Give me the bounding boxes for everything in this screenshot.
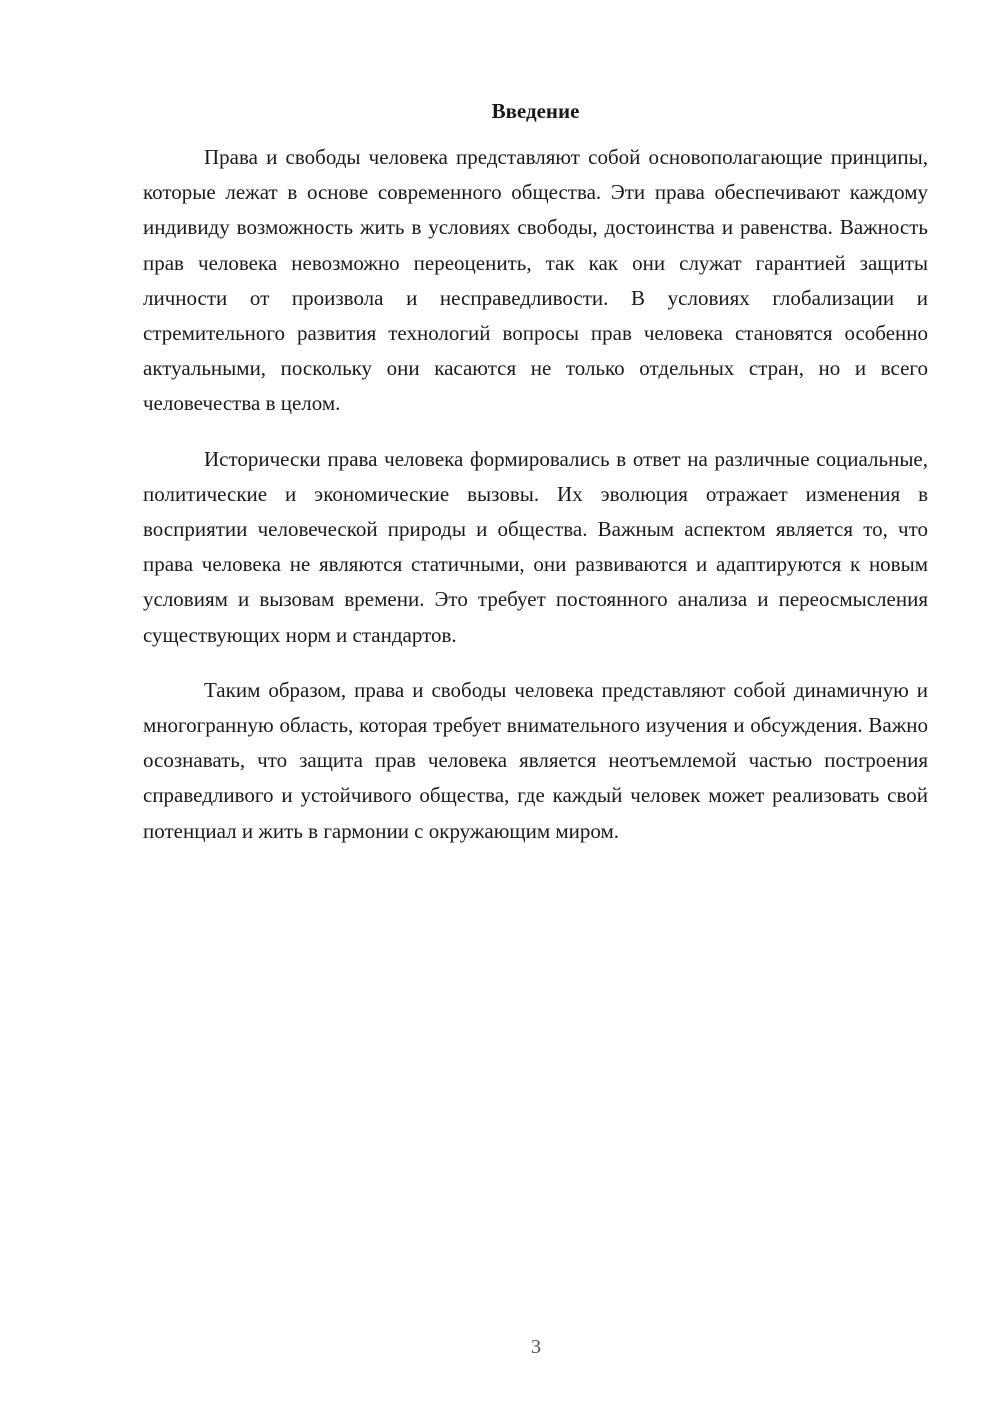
paragraph-3: Таким образом, права и свободы человека представляют собой динамичную и многогранную область, которая требует внимательного изучения и обсуждения. Важно осознавать, что защита прав человека является неотъемлемой частью построения справедливого и устойчивого общества, где каждый человек может реализовать свой потенциал и жить в гармонии с окружающим миром. [143, 677, 928, 843]
paragraph-1: Права и свободы человека представляют собой основополагающие принципы, которые лежат в основе современного общества. Эти права обеспечивают каждому индивиду возможность жить в условиях свободы, достоинства и равенства. Важность прав человека невозможно переоценить, так как они служат гарантией защиты личности от произвола и несправедливости. В условиях глобализации и стремительного развития технологий вопросы прав человека становятся особенно актуальными, поскольку они касаются не только отдельных стран, но и всего человечества в целом. [143, 145, 928, 416]
paragraph-2: Исторически права человека формировались в ответ на различные социальные, политические и экономические вызовы. Их эволюция отражает изменения в восприятии человеческой природы и общества. Важным аспектом является то, что права человека не являются статичными, они развиваются и адаптируются к новым условиям и вызовам времени. Это требует постоянного анализа и переосмысления существующих норм и стандартов. [143, 446, 928, 647]
page-content [143, 96, 928, 849]
page-number: 3 [531, 1336, 541, 1358]
section-title: Введение [491, 99, 580, 123]
